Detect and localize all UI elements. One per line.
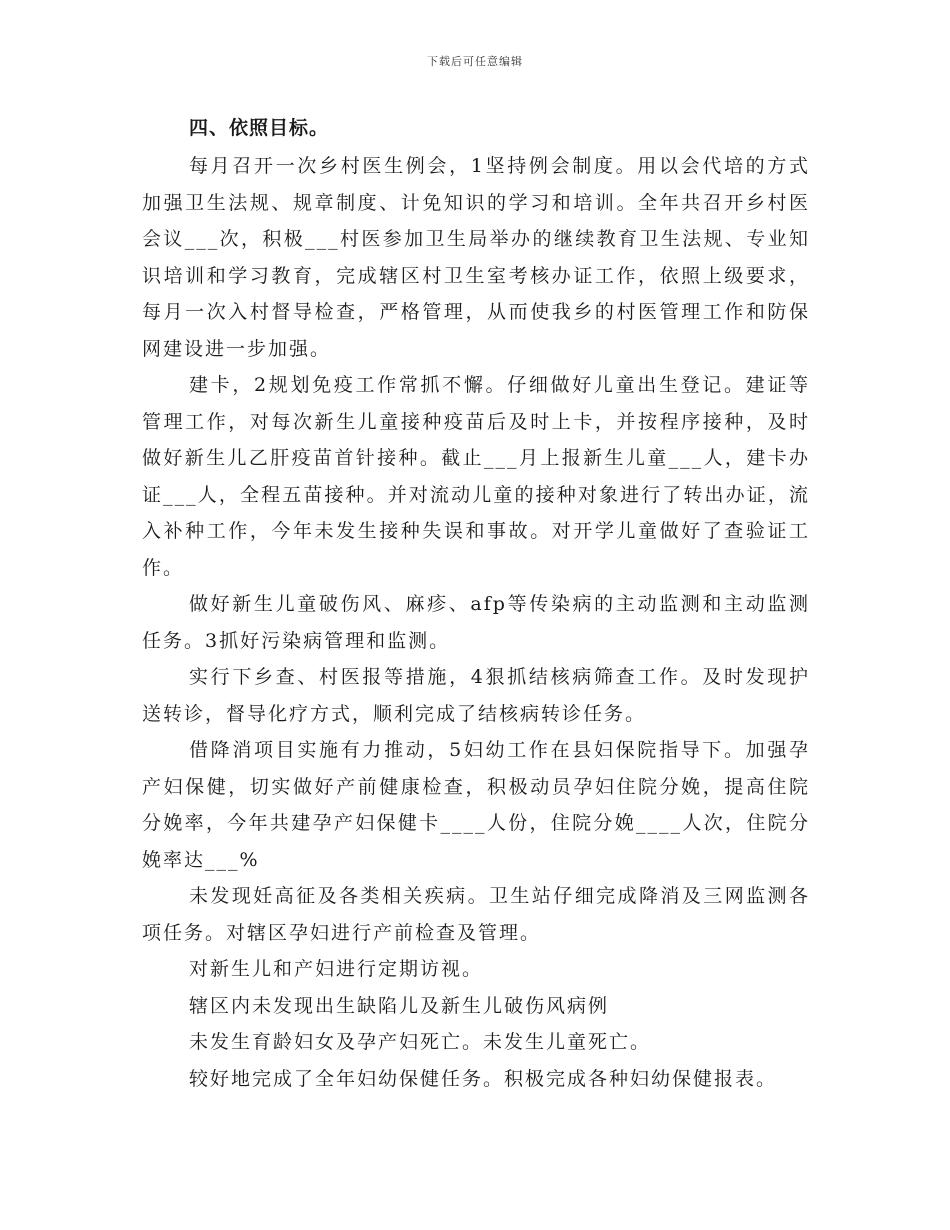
paragraph-village-doctor-meetings: 每月召开一次乡村医生例会，1坚持例会制度。用以会代培的方式加强卫生法规、规章制度、计免知识的学习和培训。全年共召开乡村医会议___次，积极___村医参加卫生局举办的继续教育卫生法规、专业知识培训和学习教育，完成辖区村卫生室考核办证工作，依照上级要求，每月一次入村督导检查，严格管理，从而使我乡的村医管理工作和防保网建设进一步加强。 (142, 155, 810, 360)
paragraph-annual-completion: 较好地完成了全年妇幼保健任务。积极完成各种妇幼保健报表。 (189, 1067, 778, 1090)
section-heading: 四、依照目标。 (189, 117, 330, 139)
paragraph-mortality: 未发生育龄妇女及孕产妇死亡。未发生儿童死亡。 (189, 1031, 652, 1053)
paragraph-infectious-disease-monitoring: 做好新生儿童破伤风、麻疹、afp等传染病的主动监测和主动监测任务。3抓好污染病管理和监测。 (142, 593, 810, 652)
paragraph-tuberculosis-screening: 实行下乡查、村医报等措施，4狠抓结核病筛查工作。及时发现护送转诊，督导化疗方式，顺利完成了结核病转诊任务。 (142, 666, 810, 725)
paragraph-maternal-child-health: 借降消项目实施有力推动，5妇幼工作在县妇保院指导下。加强孕产妇保健，切实做好产前健康检查，积极动员孕妇住院分娩，提高住院分娩率，今年共建孕产妇保健卡____人份，住院分娩____人次，住院分娩率达___% (142, 739, 810, 871)
header-note: 下载后可任意编辑 (427, 55, 523, 68)
paragraph-prenatal-checks: 未发现妊高征及各类相关疾病。卫生站仔细完成降消及三网监测各项任务。对辖区孕妇进行产前检查及管理。 (142, 885, 810, 944)
paragraph-birth-defects: 辖区内未发现出生缺陷儿及新生儿破伤风病例 (189, 994, 610, 1017)
document-body (142, 108, 810, 1097)
paragraph-immunization: 建卡，2规划免疫工作常抓不懈。仔细做好儿童出生登记。建证等管理工作，对每次新生儿童接种疫苗后及时上卡，并按程序接种，及时做好新生儿乙肝疫苗首针接种。截止___月上报新生儿童___人，建卡办证___人，全程五苗接种。并对流动儿童的接种对象进行了转出办证，流入补种工作，今年未发生接种失误和事故。对开学儿童做好了查验证工作。 (142, 374, 810, 579)
paragraph-postnatal-visits: 对新生儿和产妇进行定期访视。 (189, 958, 484, 980)
